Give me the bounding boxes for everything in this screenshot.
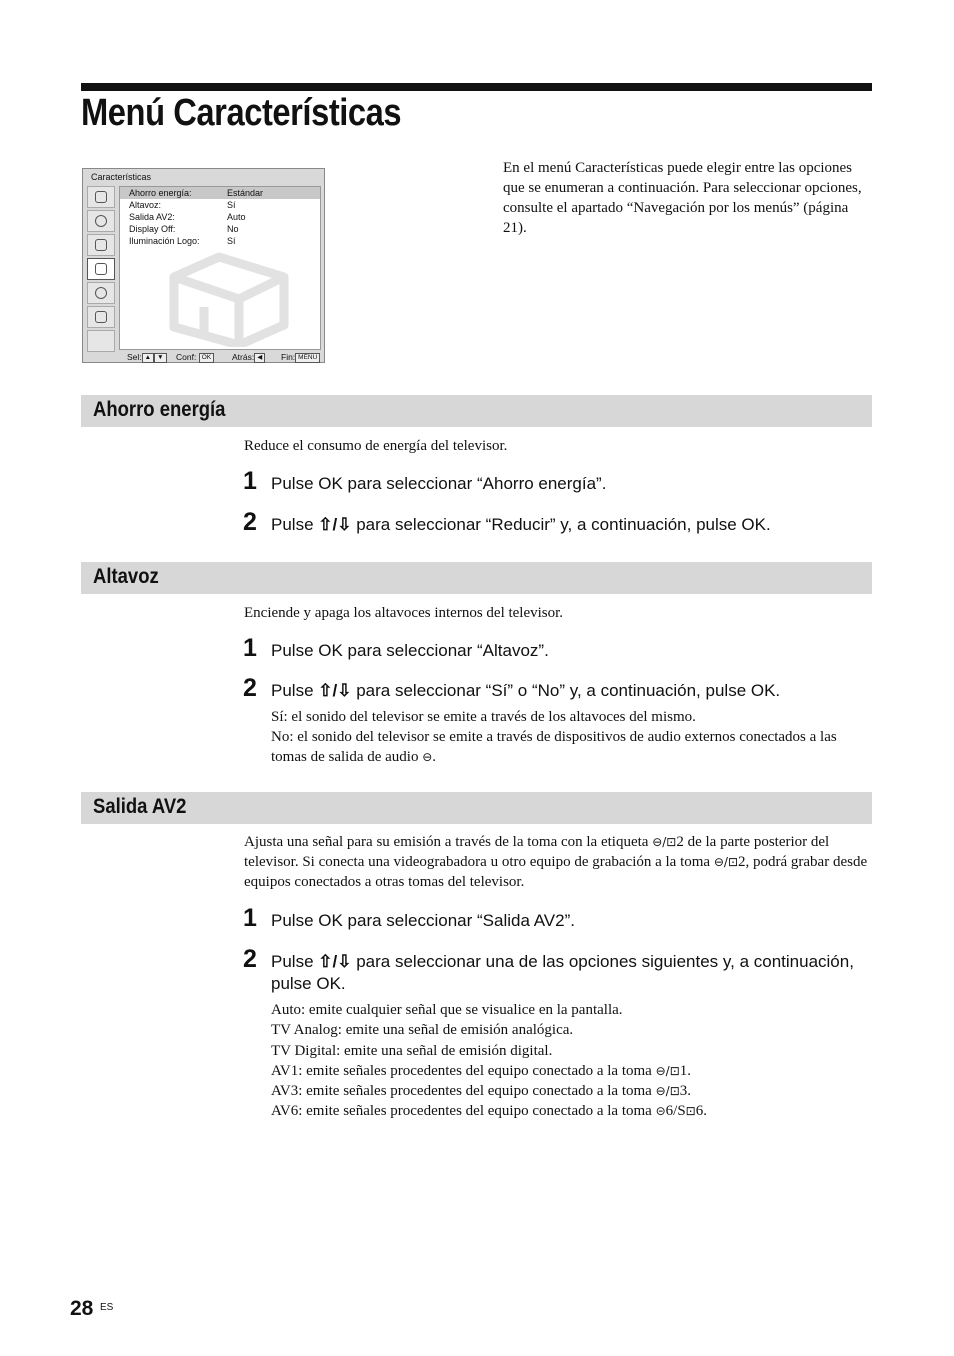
option-note: AV6: emite señales procedentes del equipo conectado a la toma ⊝6/S⊡6. — [271, 1103, 707, 1119]
option-note: No: el sonido del televisor se emite a través de dispositivos de audio externos conectados a las tomas de salida de audio ⊖. — [271, 729, 837, 765]
step-number: 2 — [243, 674, 257, 702]
osd-row-value: Auto — [227, 212, 246, 222]
osd-footer — [83, 351, 326, 363]
osd-icon-column — [87, 186, 117, 354]
osd-row-value: Sí — [227, 200, 236, 210]
osd-footer-conf: Conf: OK — [176, 352, 214, 363]
osd-footer-fin: Fin: MENU — [281, 352, 320, 363]
option-note: AV1: emite señales procedentes del equipo conectado a la toma ⊖/⊡1. — [271, 1063, 691, 1079]
section-salida-av2 — [81, 792, 872, 824]
section-description: Reduce el consumo de energía del televisor. — [244, 438, 508, 454]
scart-icon: ⊖/⊡ — [652, 835, 677, 849]
osd-footer-sel: Sel: ▲ ▼ — [127, 352, 167, 363]
video-input-icon: ⊝ — [655, 1104, 666, 1118]
osd-title: Características — [91, 172, 152, 182]
section-description: Enciende y apaga los altavoces internos del televisor. — [244, 605, 564, 621]
osd-row-value: Sí — [227, 236, 236, 246]
up-down-arrow-icon: ⇧/⇩ — [318, 952, 352, 971]
osd-row — [120, 187, 320, 199]
osd-row — [120, 211, 320, 223]
section-heading: Altavoz — [93, 565, 159, 588]
osd-row-value: No — [227, 224, 239, 234]
section-altavoz — [81, 562, 872, 594]
osd-row — [120, 223, 320, 235]
osd-row-label: Ahorro energía: — [129, 188, 192, 198]
step-text: Pulse ⇧/⇩ para seleccionar “Reducir” y, a continuación, pulse OK. — [271, 515, 771, 534]
step-text: Pulse OK para seleccionar “Altavoz”. — [271, 641, 549, 660]
section-heading: Salida AV2 — [93, 795, 187, 818]
setup-icon — [87, 306, 115, 328]
up-down-arrow-icon: ⇧/⇩ — [318, 681, 352, 700]
option-note: TV Digital: emite una señal de emisión digital. — [271, 1043, 553, 1059]
section-ahorro-energia — [81, 395, 872, 427]
step-number: 1 — [243, 634, 257, 662]
step-number: 2 — [243, 945, 257, 973]
up-down-arrow-icon: ⇧/⇩ — [318, 515, 352, 534]
osd-footer-atras: Atrás: ◀ — [232, 352, 265, 363]
section-description: Ajusta una señal para su emisión a través de la toma con la etiqueta ⊖/⊡2 de la parte posterior del televisor. Si conecta una videograbadora u otro equipo de grabación a la toma ⊖/⊡2, podrá grabar desde equipos conectados a otras tomas del televisor. — [244, 834, 868, 890]
osd-panel — [119, 186, 321, 350]
timer-icon — [87, 282, 115, 304]
step-number: 2 — [243, 508, 257, 536]
page-number: 28 — [70, 1297, 94, 1320]
features-icon — [87, 258, 115, 280]
blank-icon — [87, 330, 115, 352]
features-watermark-icon — [164, 247, 294, 347]
osd-row-value: Estándar — [227, 188, 264, 198]
picture-icon — [87, 186, 115, 208]
osd-row-label: Salida AV2: — [129, 212, 175, 222]
osd-row-label: Display Off: — [129, 224, 176, 234]
step-number: 1 — [243, 467, 257, 495]
step-number: 1 — [243, 904, 257, 932]
osd-row-label: Iluminación Logo: — [129, 236, 200, 246]
option-note: Auto: emite cualquier señal que se visualice en la pantalla. — [271, 1002, 623, 1018]
scart-icon: ⊖/⊡ — [713, 855, 738, 869]
step-text: Pulse ⇧/⇩ para seleccionar una de las opciones siguientes y, a continuación, pulse OK. — [271, 952, 854, 993]
screen-icon — [87, 234, 115, 256]
scart-icon: ⊖/⊡ — [655, 1084, 680, 1098]
tv-menu-screenshot — [82, 168, 325, 363]
step-text: Pulse OK para seleccionar “Ahorro energía”. — [271, 474, 607, 493]
audio-out-icon: ⊖ — [422, 750, 433, 764]
sound-icon — [87, 210, 115, 232]
section-heading: Ahorro energía — [93, 398, 226, 421]
osd-row-label: Altavoz: — [129, 200, 162, 210]
step-text: Pulse ⇧/⇩ para seleccionar “Sí” o “No” y, a continuación, pulse OK. — [271, 681, 781, 700]
title-rule — [81, 83, 872, 91]
page-language: ES — [100, 1302, 114, 1313]
svideo-icon: ⊡ — [685, 1104, 696, 1118]
option-note: TV Analog: emite una señal de emisión analógica. — [271, 1022, 574, 1038]
page-title: Menú Características — [81, 92, 402, 134]
option-note: Sí: el sonido del televisor se emite a través de los altavoces del mismo. — [271, 709, 696, 725]
option-note: AV3: emite señales procedentes del equipo conectado a la toma ⊖/⊡3. — [271, 1083, 691, 1099]
osd-row — [120, 235, 320, 247]
scart-icon: ⊖/⊡ — [655, 1064, 680, 1078]
osd-row — [120, 199, 320, 211]
intro-text: En el menú Características puede elegir entre las opciones que se enumeran a continuación. Para seleccionar opciones, consulte el apartado “Navegación por los menús” (página 21). — [503, 160, 862, 236]
step-text: Pulse OK para seleccionar “Salida AV2”. — [271, 911, 575, 930]
